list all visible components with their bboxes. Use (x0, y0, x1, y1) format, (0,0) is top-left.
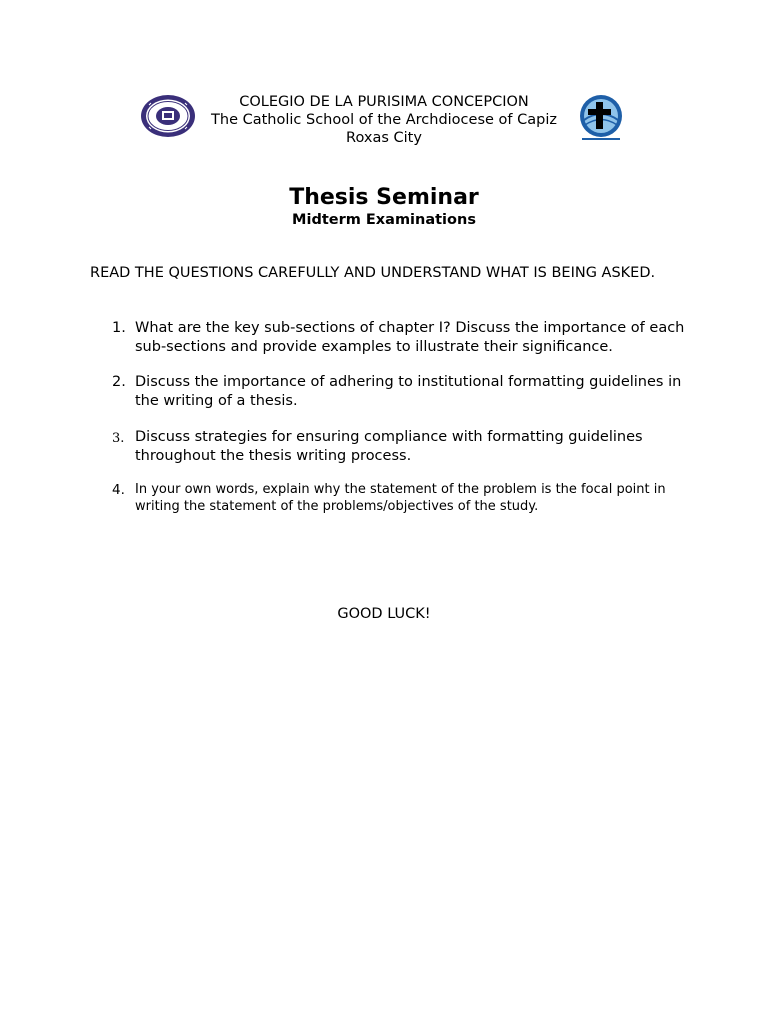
school-city: Roxas City (346, 130, 422, 146)
question-text: Discuss strategies for ensuring compliance with formatting guidelines throughout the thesis writing process. (135, 429, 643, 464)
question-number: 3. (112, 431, 125, 446)
exam-subtitle: Midterm Examinations (292, 212, 476, 228)
school-name: COLEGIO DE LA PURISIMA CONCEPCION (239, 94, 529, 110)
question-text: Discuss the importance of adhering to institutional formatting guidelines in the writing of a thesis. (135, 374, 682, 409)
question-text: What are the key sub-sections of chapter I? Discuss the importance of each sub-sections and provide examples to illustrate their significance. (135, 320, 685, 355)
instructions: READ THE QUESTIONS CAREFULLY AND UNDERSTAND WHAT IS BEING ASKED. (90, 265, 656, 281)
school-tagline: The Catholic School of the Archdiocese of Capiz (211, 112, 557, 128)
school-header (0, 93, 768, 147)
question-number: 4. (112, 482, 125, 498)
question-number: 1. (112, 320, 126, 336)
question-text: In your own words, explain why the statement of the problem is the focal point in writing the statement of the problems/objectives of the study. (135, 482, 666, 514)
closing-message: GOOD LUCK! (337, 606, 431, 622)
question-number: 2. (112, 374, 126, 390)
exam-title: Thesis Seminar (289, 185, 479, 210)
